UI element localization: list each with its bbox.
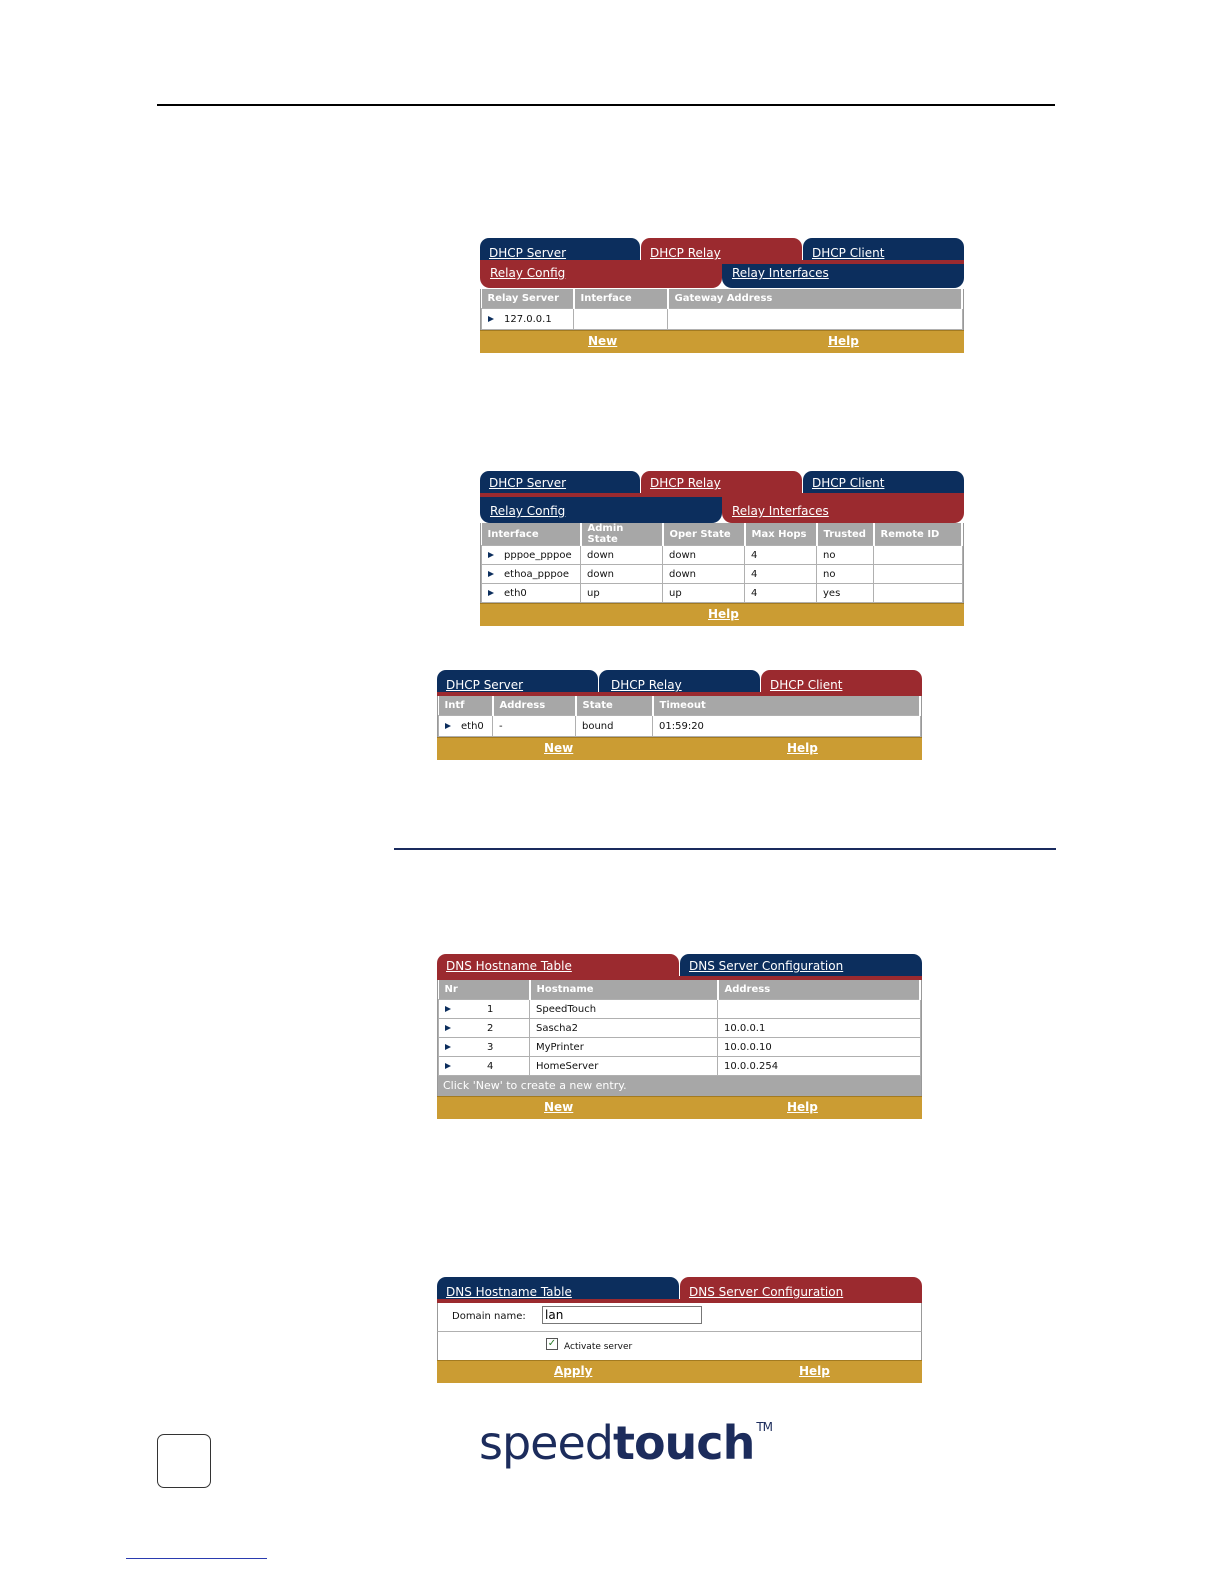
domain-row [437, 1303, 922, 1332]
column-header: Interface [482, 523, 581, 546]
activate-row [437, 1332, 922, 1360]
interface-name: ethoa_pppoe [504, 568, 569, 580]
table-row[interactable] [439, 1057, 921, 1076]
oper-state-cell: up [663, 584, 745, 603]
table-row[interactable] [482, 584, 963, 603]
tab-dns-server-configuration[interactable]: DNS Server Configuration [680, 954, 922, 980]
new-link[interactable]: New [588, 334, 618, 348]
oper-state-cell: down [663, 565, 745, 584]
expand-arrow-icon[interactable] [445, 1063, 451, 1069]
hostname-cell: HomeServer [530, 1057, 718, 1076]
subtab-bar [480, 264, 964, 289]
expand-arrow-icon[interactable] [445, 1006, 451, 1012]
tab-dhcp-relay[interactable]: DHCP Relay [641, 471, 802, 497]
tab-dhcp-relay[interactable]: DHCP Relay [641, 238, 802, 264]
hostname-cell: SpeedTouch [530, 1000, 718, 1019]
address-cell: - [493, 716, 576, 737]
apply-link[interactable]: Apply [554, 1364, 593, 1378]
dhcp-client-widget [437, 670, 922, 760]
table-row[interactable] [439, 1000, 921, 1019]
column-header: Max Hops [745, 523, 817, 546]
expand-arrow-icon[interactable] [488, 571, 494, 577]
subtab-relay-interfaces[interactable]: Relay Interfaces [722, 264, 964, 288]
column-header: Oper State [663, 523, 745, 546]
max-hops-cell: 4 [745, 565, 817, 584]
logo-part-speed: speed [479, 1416, 613, 1470]
action-footer [480, 603, 964, 626]
column-header: Relay Server [482, 289, 574, 309]
help-link[interactable]: Help [799, 1364, 830, 1378]
domain-name-input[interactable] [542, 1306, 702, 1324]
tab-dhcp-client[interactable]: DHCP Client [803, 238, 964, 264]
tab-underline [437, 976, 922, 980]
nr-value: 4 [487, 1060, 494, 1072]
table-row[interactable] [439, 1019, 921, 1038]
column-header: Remote ID [874, 523, 963, 546]
action-footer [437, 1096, 922, 1119]
help-link[interactable]: Help [708, 607, 739, 621]
column-header: Trusted [817, 523, 874, 546]
help-link[interactable]: Help [787, 741, 818, 755]
max-hops-cell: 4 [745, 584, 817, 603]
new-link[interactable]: New [544, 741, 574, 755]
dhcp-client-table [437, 696, 922, 737]
hostname-cell: Sascha2 [530, 1019, 718, 1038]
table-header [482, 289, 963, 309]
expand-arrow-icon[interactable] [488, 590, 494, 596]
nr-value: 1 [487, 1003, 494, 1015]
interface-cell [574, 309, 668, 330]
relay-interfaces-widget [480, 471, 964, 626]
remote-id-cell [874, 584, 963, 603]
expand-arrow-icon[interactable] [488, 316, 494, 322]
nr-value: 3 [487, 1041, 494, 1053]
expand-arrow-icon[interactable] [445, 723, 451, 729]
tab-dns-server-configuration[interactable]: DNS Server Configuration [680, 1277, 922, 1303]
remote-id-cell [874, 565, 963, 584]
relay-config-widget [480, 238, 964, 353]
column-header: Address [493, 696, 576, 716]
subtab-relay-config[interactable]: Relay Config [480, 497, 722, 523]
help-link[interactable]: Help [828, 334, 859, 348]
state-cell: bound [576, 716, 653, 737]
column-header: Nr [439, 980, 530, 1000]
tab-dhcp-server[interactable]: DHCP Server [437, 670, 598, 696]
tab-dhcp-server[interactable]: DHCP Server [480, 238, 640, 264]
hostname-cell: MyPrinter [530, 1038, 718, 1057]
column-header: Timeout [653, 696, 921, 716]
nr-value: 2 [487, 1022, 494, 1034]
hint-text: Click 'New' to create a new entry. [438, 1076, 921, 1096]
column-header: Intf [439, 696, 493, 716]
table-row[interactable] [482, 546, 963, 565]
activate-server-checkbox[interactable]: ✓ [547, 1338, 557, 1349]
oper-state-cell: down [663, 546, 745, 565]
logo-trademark: TM [756, 1420, 773, 1434]
trusted-cell: no [817, 565, 874, 584]
tab-dhcp-server[interactable]: DHCP Server [480, 471, 640, 497]
expand-arrow-icon[interactable] [488, 552, 494, 558]
help-link[interactable]: Help [787, 1100, 818, 1114]
page-number-box [157, 1434, 211, 1488]
table-header [439, 980, 921, 1000]
subtab-relay-config[interactable]: Relay Config [480, 264, 722, 288]
tab-underline [437, 692, 922, 696]
table-row[interactable] [482, 309, 963, 330]
new-link[interactable]: New [544, 1100, 574, 1114]
trusted-cell: no [817, 546, 874, 565]
action-footer [480, 330, 964, 353]
subtab-bar [480, 497, 964, 523]
action-footer [437, 1360, 922, 1383]
column-header: Address [718, 980, 921, 1000]
dns-hostname-widget [437, 954, 922, 1119]
interface-name: eth0 [504, 587, 527, 599]
interface-name: pppoe_pppoe [504, 549, 572, 561]
table-row[interactable] [439, 1038, 921, 1057]
intf-value: eth0 [461, 720, 484, 732]
address-cell [718, 1000, 921, 1019]
admin-state-cell: up [581, 584, 663, 603]
speedtouch-logo [479, 1416, 772, 1470]
address-cell: 10.0.0.254 [718, 1057, 921, 1076]
dns-hostname-table [437, 980, 922, 1096]
relay-interfaces-table [480, 523, 964, 603]
table-row[interactable] [439, 716, 921, 737]
expand-arrow-icon[interactable] [445, 1025, 451, 1031]
column-header: Interface [574, 289, 668, 309]
column-header: Hostname [530, 980, 718, 1000]
relay-server-value: 127.0.0.1 [504, 313, 552, 325]
footer-rule [126, 1558, 267, 1559]
column-header: State [576, 696, 653, 716]
action-footer [437, 737, 922, 760]
domain-name-label: Domain name: [452, 1311, 526, 1322]
address-cell: 10.0.0.10 [718, 1038, 921, 1057]
dns-server-widget [437, 1277, 922, 1383]
tab-dhcp-client[interactable]: DHCP Client [803, 471, 964, 497]
address-cell: 10.0.0.1 [718, 1019, 921, 1038]
tab-dhcp-relay[interactable]: DHCP Relay [599, 670, 760, 696]
relay-server-table [480, 289, 964, 330]
logo-part-touch: touch [612, 1416, 755, 1470]
table-row[interactable] [482, 565, 963, 584]
column-header: Gateway Address [668, 289, 963, 309]
trusted-cell: yes [817, 584, 874, 603]
expand-arrow-icon[interactable] [445, 1044, 451, 1050]
tab-dns-hostname-table[interactable]: DNS Hostname Table [437, 1277, 679, 1303]
column-header: Admin State [581, 523, 663, 546]
subtab-relay-interfaces[interactable]: Relay Interfaces [722, 497, 964, 523]
tab-dns-hostname-table[interactable]: DNS Hostname Table [437, 954, 679, 980]
section-rule [394, 848, 1056, 850]
timeout-cell: 01:59:20 [653, 716, 921, 737]
admin-state-cell: down [581, 565, 663, 584]
gateway-address-cell [668, 309, 963, 330]
max-hops-cell: 4 [745, 546, 817, 565]
tab-dhcp-client[interactable]: DHCP Client [761, 670, 922, 696]
remote-id-cell [874, 546, 963, 565]
admin-state-cell: down [581, 546, 663, 565]
table-header [482, 523, 963, 546]
table-header [439, 696, 921, 716]
activate-server-label: Activate server [564, 1342, 633, 1352]
top-rule [157, 104, 1055, 106]
